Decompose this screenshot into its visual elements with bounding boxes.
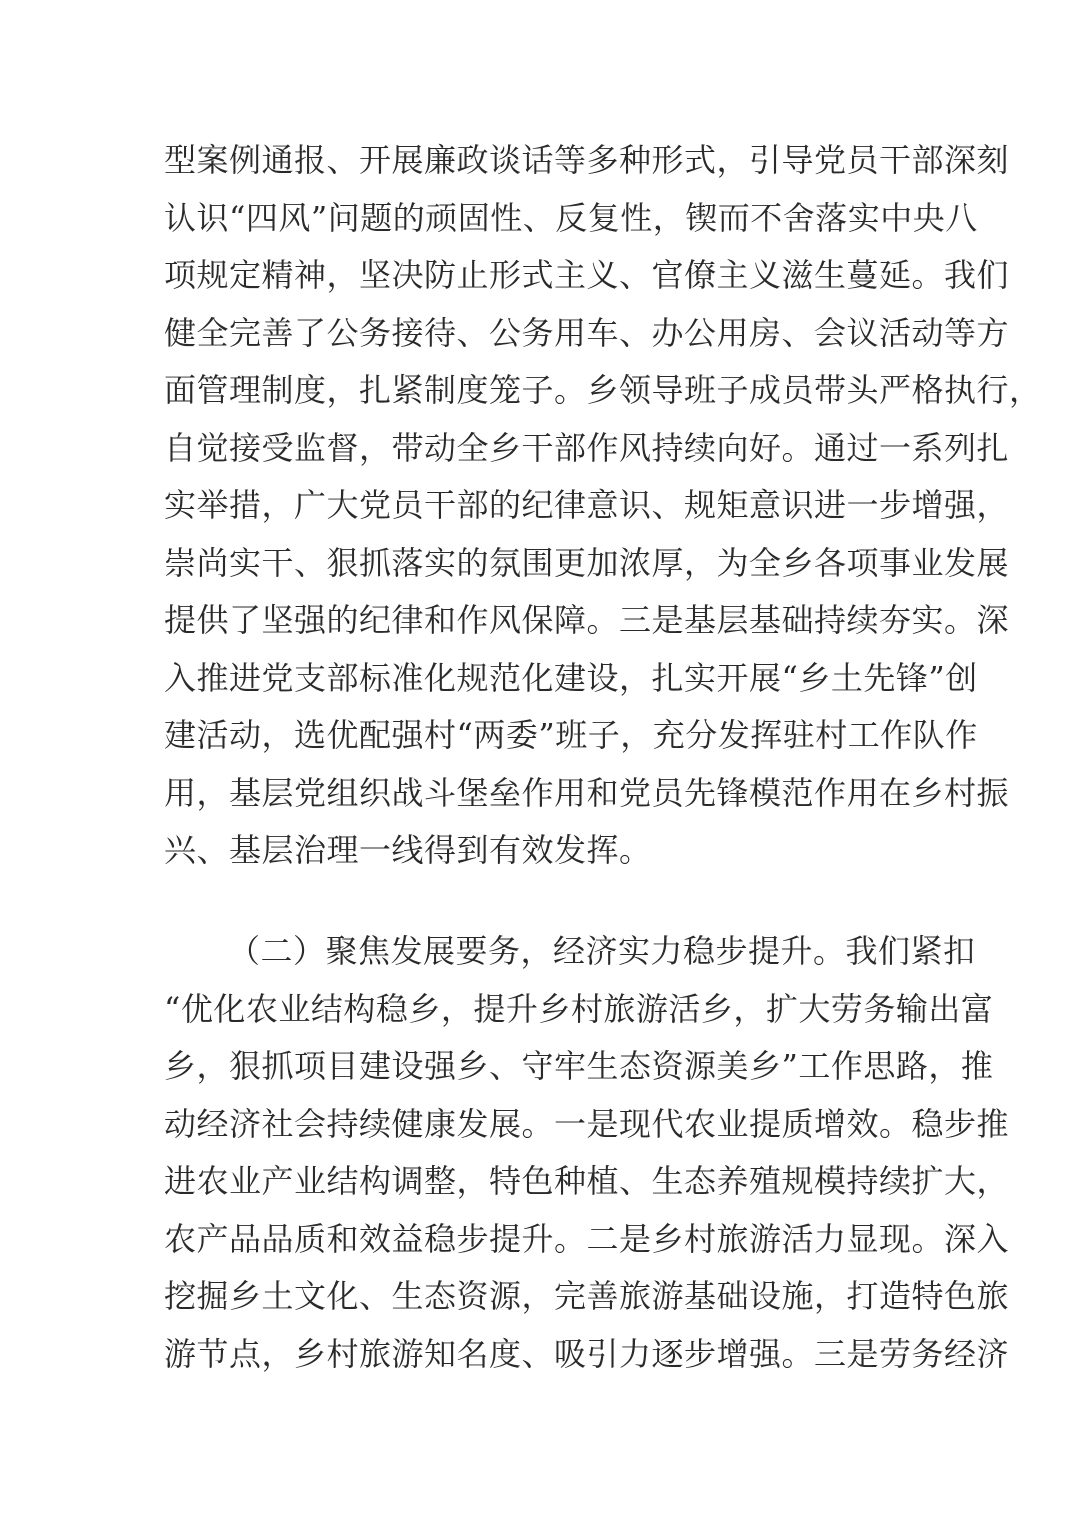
paragraph-economy	[164, 923, 1010, 1383]
text-line: 兴、基层治理一线得到有效发挥。	[164, 831, 652, 869]
text-line: 建活动，选优配强村“两委”班子，充分发挥驻村工作队作	[164, 716, 978, 754]
text-line: 乡，狠抓项目建设强乡、守牢生态资源美乡”工作思路，推	[164, 1047, 994, 1085]
text-line: 农产品品质和效益稳步提升。二是乡村旅游活力显现。深入	[164, 1219, 1010, 1258]
text-line: “优化农业结构稳乡，提升乡村旅游活乡，扩大劳务输出富	[164, 989, 994, 1028]
text-line: 挖掘乡土文化、生态资源，完善旅游基础设施，打造特色旅	[164, 1277, 1010, 1315]
text-line: 进农业产业结构调整，特色种植、生态养殖规模持续扩大，	[164, 1162, 1010, 1200]
text-line: 健全完善了公务接待、公务用车、办公用房、会议活动等方	[164, 313, 1010, 352]
text-line: 动经济社会持续健康发展。一是现代农业提质增效。稳步推	[164, 1104, 1010, 1143]
text-line: 用，基层党组织战斗堡垒作用和党员先锋模范作用在乡村振	[164, 773, 1010, 812]
text-line: 面管理制度，扎紧制度笼子。乡领导班子成员带头严格执行，	[164, 371, 1042, 409]
text-line: 自觉接受监督，带动全乡干部作风持续向好。通过一系列扎	[164, 428, 1010, 467]
text-line: 实举措，广大党员干部的纪律意识、规矩意识进一步增强，	[164, 486, 1010, 524]
text-line: 项规定精神，坚决防止形式主义、官僚主义滋生蔓延。我们	[164, 256, 1010, 294]
text-line: 认识“四风”问题的顽固性、反复性，锲而不舍落实中央八	[164, 198, 978, 237]
text-line: 入推进党支部标准化规范化建设，扎实开展“乡土先锋”创	[164, 658, 978, 697]
section-heading-line: （二）聚焦发展要务，经济实力稳步提升。我们紧扣	[228, 932, 976, 970]
text-line: 崇尚实干、狠抓落实的氛围更加浓厚，为全乡各项事业发展	[164, 543, 1010, 582]
text-line: 型案例通报、开展廉政谈话等多种形式，引导党员干部深刻	[164, 141, 1010, 179]
paragraph-discipline	[164, 132, 1042, 880]
text-line: 游节点，乡村旅游知名度、吸引力逐步增强。三是劳务经济	[164, 1334, 1010, 1373]
text-line: 提供了坚强的纪律和作风保障。三是基层基础持续夯实。深	[164, 601, 1010, 639]
